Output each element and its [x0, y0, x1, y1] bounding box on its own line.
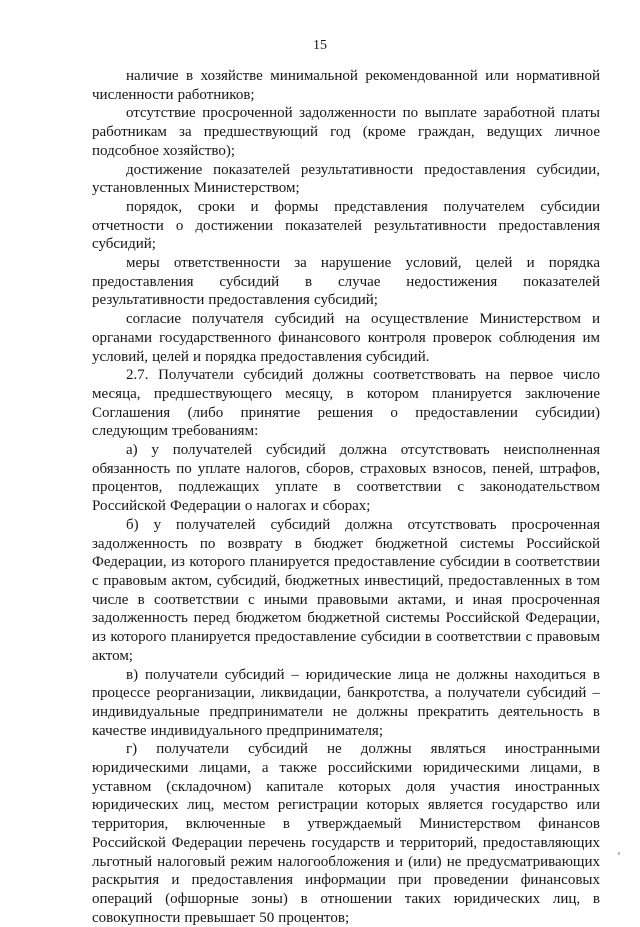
paragraph-section-2-7: 2.7. Получатели субсидий должны соответствовать на первое число месяца, предшествующего месяцу, в котором планируется заключение Соглашения (либо принятие решения о предоставлении субсидии) следующим требованиям:: [92, 367, 600, 440]
paragraph-liability-measures: меры ответственности за нарушение условий, целей и порядка предоставления субсидий в случае недостижения показателей результативности предоставления субсидий;: [92, 255, 600, 309]
paragraph-requirement-a: а) у получателей субсидий должна отсутствовать неисполненная обязанность по уплате налогов, сборов, страховых взносов, пеней, штрафов, процентов, подлежащих уплате в соответствии с законодательством Российской Федерации о налогах и сборах;: [92, 442, 600, 515]
paragraph-audit-consent: согласие получателя субсидий на осуществление Министерством и органами государственного финансового контроля проверок соблюдения им условий, целей и порядка предоставления субсидий.: [92, 311, 600, 365]
document-body: [92, 67, 600, 927]
paragraph-wage-arrears: отсутствие просроченной задолженности по выплате заработной платы работникам за предшествующий год (кроме граждан, ведущих личное подсобное хозяйство);: [92, 105, 600, 159]
paragraph-requirement-v: в) получатели субсидий – юридические лица не должны находиться в процессе реорганизации, ликвидации, банкротства, а получатели субсидий – индивидуальные предприниматели не должны прекратить деятельность в качестве индивидуального предпринимателя;: [92, 666, 600, 739]
paragraph-requirement-b: б) у получателей субсидий должна отсутствовать просроченная задолженность по возврату в бюджет бюджетной системы Российской Федерации, из которого планируется предоставление субсидии в соответствии с правовым актом, субсидий, бюджетных инвестиций, предоставленных в том числе в соответствии с иными правовыми актами, и иная просроченная задолженность перед бюджетом бюджетной системы Российской Федерации, из которого планируется предоставление субсидии в соответствии с правовым актом;: [92, 516, 600, 664]
paragraph-requirement-g: г) получатели субсидий не должны являться иностранными юридическими лицами, а также российскими юридическими лицами, в уставном (складочном) капитале которых доля участия иностранных юридических лиц, местом регистрации которых является государство или территория, включенные в утверждаемый Министерством финансов Российской Федерации перечень государств и территорий, предоставляющих льготный налоговый режим налогообложения и (или) не предусматривающих раскрытия и предоставления информации при проведении финансовых операций (офшорные зоны) в отношении таких юридических лиц, в совокупности превышает 50 процентов;: [92, 741, 600, 926]
page-number: 15: [313, 38, 327, 53]
paragraph-reporting-procedure: порядок, сроки и формы представления получателем субсидии отчетности о достижении показателей результативности предоставления субсидий;: [92, 198, 600, 253]
paragraph-performance-indicators: достижение показателей результативности предоставления субсидии, установленных Министерством;: [92, 161, 600, 197]
scan-speck: [618, 852, 620, 855]
paragraph-workforce: наличие в хозяйстве минимальной рекомендованной или нормативной численности работников;: [92, 68, 600, 103]
